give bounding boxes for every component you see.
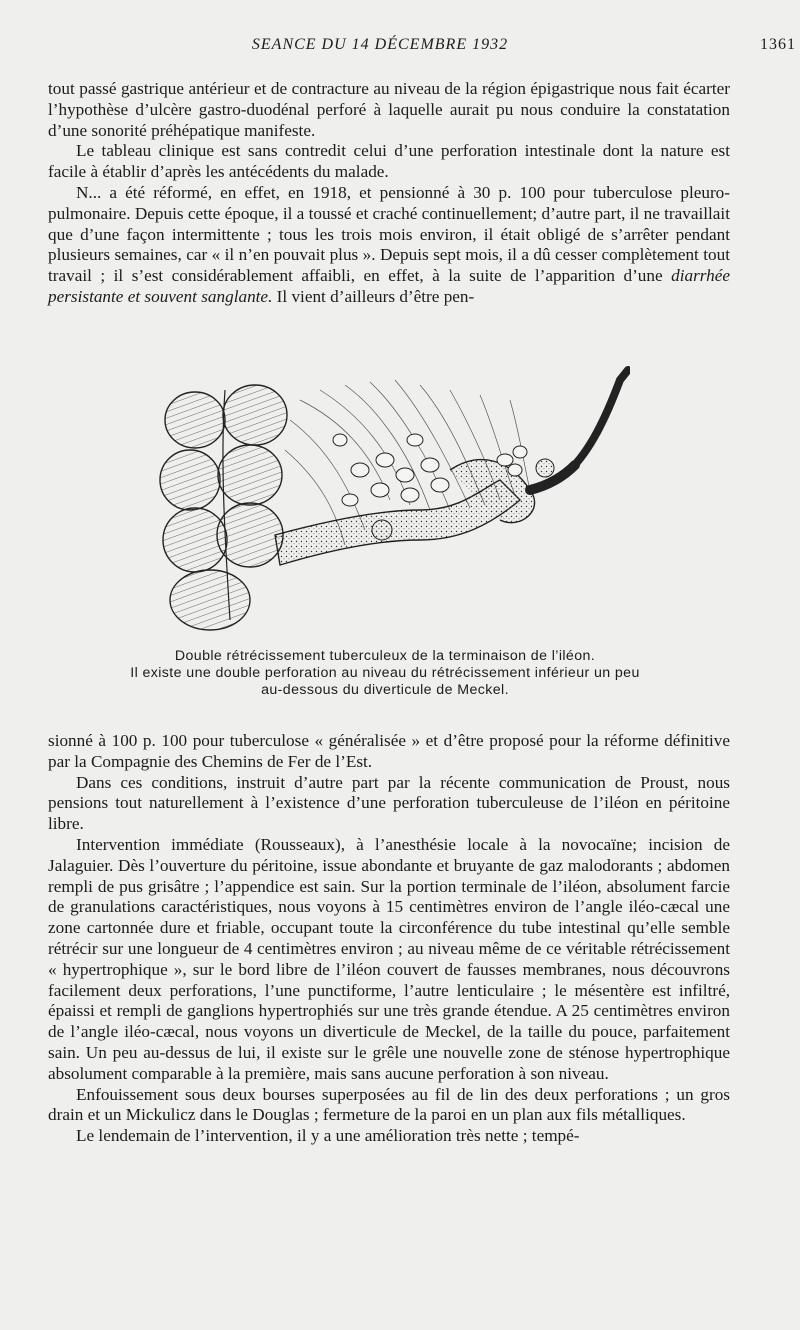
caption-line: Il existe une double perforation au niveau du rétrécissement inférieur un peu <box>130 665 640 681</box>
paragraph: Le lendemain de l’intervention, il y a une amélioration très nette ; tempé- <box>76 1126 580 1146</box>
paragraph: Le tableau clinique est sans contredit celui d’une perforation intestinale dont la nature est facile à établir d’après les antécédents du malade. <box>48 141 730 182</box>
running-title: SEANCE DU 14 DÉCEMBRE 1932 <box>251 36 509 53</box>
intestine-illustration <box>150 360 630 635</box>
paragraph: sionné à 100 p. 100 pour tuberculose « généralisée » et d’être proposé pour la réforme définitive par la Compagnie des Chemins de Fer de l’Est. <box>48 731 730 771</box>
caption-line: au-dessous du diverticule de Meckel. <box>261 682 509 698</box>
body-text-lower <box>48 731 730 1147</box>
paragraph: Enfouissement sous deux bourses superposées au fil de lin des deux perforations ; un gros drain et un Mickulicz dans le Douglas ; fermeture de la paroi en un plan aux fils métalliques. <box>48 1084 730 1125</box>
paragraph <box>48 183 730 308</box>
page-number: 1361 <box>760 36 796 53</box>
running-header <box>0 30 800 60</box>
paragraph-tail: Il vient d’ailleurs d’être pen- <box>276 286 475 306</box>
paragraph: Dans ces conditions, instruit d’autre part par la récente communication de Proust, nous pensions tout naturellement à l’existence d’une perforation tuberculeuse de l’iléon en péritoine libre. <box>48 772 730 834</box>
paragraph: Intervention immédiate (Rousseaux), à l’anesthésie locale à la novocaïne; incision de Jalaguier. Dès l’ouverture du péritoine, issue abondante et bruyante de gaz malodorants ; abdomen rempli de pus grisâtre ; l’appendice est sain. Sur la portion terminale de l’iléon, absolument farcie de granulations caractéristiques, nous voyons à 15 centimètres environ de l’angle iléo-cæcal une zone cartonnée dure et friable, occupant toute la circonférence du tube intestinal qu’elle semble rétrécir sur une longueur de 4 centimètres environ ; au niveau même de ce véritable rétrécissement « hypertrophique », sur le bord libre de l’iléon couvert de fausses membranes, nous découvrons facilement deux perforations, l’une punctiforme, l’autre lenticulaire ; le mésentère est infiltré, épaissi et rempli de ganglions hypertrophiés sur une très grande étendue. A 25 centimètres environ de l’angle iléo-cæcal, nous voyons un diverticule de Meckel, de la taille du pouce, parfaitement sain. Un peu au-dessus de lui, il existe sur le grêle une nouvelle zone de sténose hypertrophique absolument comparable à la première, mais sans aucune perforation à son niveau. <box>48 834 730 1083</box>
caption-line: Double rétrécissement tuberculeux de la terminaison de l’iléon. <box>174 648 596 664</box>
paragraph-text: N... a été réformé, en effet, en 1918, et pensionné à 30 p. 100 pour tuberculose pleuro-pulmonaire. Depuis cette époque, il a toussé et craché continuellement; d’autre part, il ne travaillait que d’une façon intermittente ; tous les trois mois environ, il était obligé de s’arrêter pendant plusieurs semaines, car « il n’en pouvait plus ». Depuis sept mois, il a dû cesser complètement tout travail ; il s’est considérablement affaibli, en effet, à la suite de l’apparition d’une <box>48 182 730 286</box>
italic-phrase: diarrhée persistante et souvent sanglante. <box>48 266 731 306</box>
body-text-upper <box>48 79 730 308</box>
paragraph: tout passé gastrique antérieur et de contracture au niveau de la région épigastrique nous fait écarter l’hypothèse d’ulcère gastro-duodénal perforé à laquelle aurait pu nous conduire la constatation d’une sonorité préhépatique manifeste. <box>48 79 730 140</box>
figure-caption <box>40 648 730 699</box>
